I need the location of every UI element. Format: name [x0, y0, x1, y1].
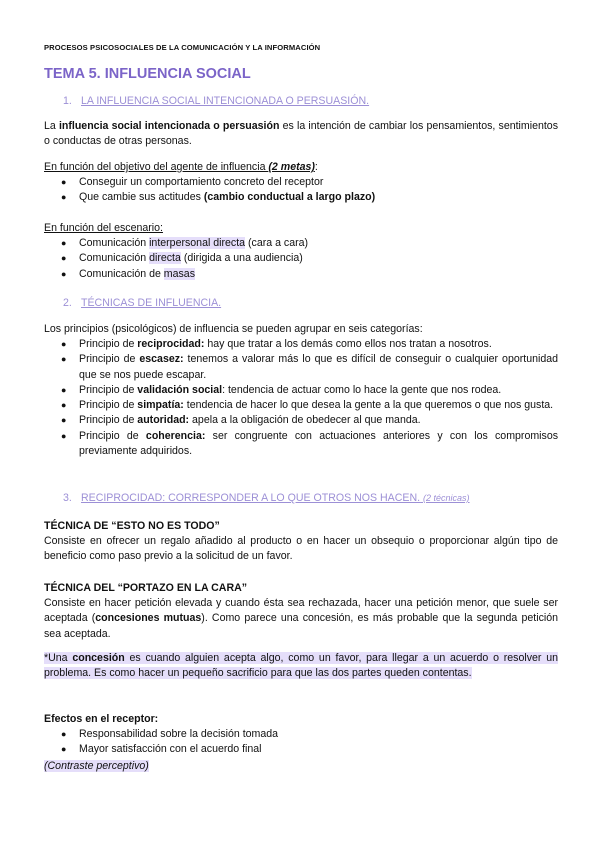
list-text: Responsabilidad sobre la decisión tomada — [79, 728, 279, 740]
text-run: es la intención de cambiar los pensamientos, sentimientos o conductas de otras personas. — [44, 120, 558, 148]
list-text: Principio de — [79, 338, 138, 350]
text-run: es cuando alguien acepta algo, como un favor, para llegar a un acuerdo o resolver un problema. Es como hacer un pequeño sacrificio para que las dos partes queden contentas. — [44, 652, 558, 680]
effects-list — [44, 727, 558, 758]
list-item: ● Principio de coherencia: ser congruente con actuaciones anteriores y con los compromisos previamente adquiridos. — [61, 429, 559, 458]
list-item: ● Mayor satisfacción con el acuerdo final — [61, 743, 262, 756]
concession-note — [44, 651, 558, 682]
technique-1-title: TÉCNICA DE “ESTO NO ES TODO” — [44, 520, 220, 532]
principles-intro: Los principios (psicológicos) de influencia se pueden agrupar en seis categorías: — [44, 323, 423, 335]
section-number: 3. — [63, 492, 72, 504]
list-text: hay que tratar a los demás como ellos nos tratan a nosotros. — [204, 338, 492, 350]
list-bold: validación social — [137, 383, 223, 396]
list-item: ● Responsabilidad sobre la decisión tomada — [61, 728, 279, 740]
list-text: Principio de — [79, 429, 146, 442]
paragraph-definition — [44, 119, 558, 150]
highlight: interpersonal directa — [149, 237, 246, 249]
list-bold: simpatía: — [137, 399, 184, 412]
scenario-heading: En función del escenario: — [44, 222, 163, 234]
list-text: Principio de — [79, 383, 138, 396]
list-text: Que cambie sus actitudes — [79, 191, 204, 204]
text-run: *Una — [44, 652, 73, 664]
list-text: tenemos a valorar más lo que es difícil de conseguir o cualquier oportunidad que se nos puede escapar. — [79, 353, 559, 381]
list-item: ● Comunicación directa (dirigida a una audiencia) — [61, 252, 303, 265]
section-1-heading — [63, 95, 369, 107]
list-text: Comunicación de — [79, 267, 164, 280]
section-note: (2 técnicas) — [423, 493, 470, 503]
section-number: 2. — [63, 297, 72, 309]
technique-2-text — [44, 596, 558, 642]
section-label: TÉCNICAS DE INFLUENCIA. — [81, 297, 222, 309]
list-item: ● Principio de escasez: tenemos a valorar más lo que es difícil de conseguir o cualquier oportunidad que se nos puede escapar. — [61, 353, 559, 381]
effects-title: Efectos en el receptor: — [44, 713, 159, 725]
emphasis: (2 metas) — [268, 161, 315, 173]
effects-tail — [44, 759, 558, 774]
text-run: : — [314, 161, 318, 173]
list-text: (dirigida a una audiencia) — [180, 252, 303, 265]
list-text: Principio de — [79, 353, 140, 366]
highlight: masas — [163, 267, 195, 280]
text-run: ). Como parece una concesión, es más probable que la segunda petición sea aceptada. — [44, 612, 558, 640]
list-text: : tendencia de actuar como lo hace la gente que nos rodea. — [222, 383, 502, 396]
list-text: Principio de — [79, 414, 138, 427]
section-number: 1. — [63, 95, 72, 107]
objective-heading — [44, 160, 558, 175]
list-text: apela a la obligación de obedecer al que manda. — [189, 414, 421, 427]
technique-2-title: TÉCNICA DEL “PORTAZO EN LA CARA” — [44, 582, 248, 594]
text-run: En función del objetivo del agente de influencia — [44, 161, 269, 173]
list-bold: escasez: — [139, 353, 184, 366]
list-item: ● Que cambie sus actitudes (cambio conductual a largo plazo) — [61, 191, 376, 204]
technique-1-text: Consiste en ofrecer un regalo añadido al producto o en hacer un obsequio o proporcionar algún tipo de beneficio como paso previo a la solicitud de un favor. — [44, 535, 558, 563]
principles-list — [44, 337, 558, 459]
bold-term: influencia social intencionada o persuasión — [58, 120, 280, 132]
objective-list — [44, 175, 558, 206]
list-item: ● Principio de validación social: tendencia de actuar como lo hace la gente que nos rodea. — [61, 383, 502, 396]
bold-term: concesión — [72, 652, 125, 664]
list-item: ● Principio de simpatía: tendencia de hacer lo que desea la gente a la que queremos o que nos gusta. — [61, 399, 554, 412]
scenario-list — [44, 236, 558, 282]
section-label: RECIPROCIDAD: CORRESPONDER A LO QUE OTROS NOS HACEN. — [81, 492, 421, 504]
highlight: (Contraste perceptivo) — [44, 760, 149, 772]
list-text: Conseguir un comportamiento concreto del receptor — [79, 176, 324, 188]
list-text: Comunicación — [79, 252, 150, 265]
section-3-heading — [63, 492, 470, 504]
section-label: LA INFLUENCIA SOCIAL INTENCIONADA O PERSUASIÓN. — [81, 95, 370, 107]
highlight: directa — [149, 252, 181, 265]
section-2-heading — [63, 297, 221, 309]
list-text: (cara a cara) — [245, 237, 309, 249]
list-item: ● Comunicación de masas — [61, 267, 195, 280]
list-bold: (cambio conductual a largo plazo) — [203, 191, 376, 204]
list-text: Comunicación — [79, 237, 150, 249]
list-text: Principio de — [79, 399, 138, 412]
list-item: ● Comunicación interpersonal directa (cara a cara) — [61, 237, 309, 249]
bold-term: concesiones mutuas — [95, 612, 202, 625]
list-bold: autoridad: — [137, 414, 190, 427]
list-bold: reciprocidad: — [137, 338, 205, 350]
text-run: La — [44, 120, 59, 132]
running-header: PROCESOS PSICOSOCIALES DE LA COMUNICACIÓN Y LA INFORMACIÓN — [44, 43, 321, 52]
list-item: ● Principio de autoridad: apela a la obligación de obedecer al que manda. — [61, 414, 421, 427]
list-text: ser congruente con actuaciones anteriores y con los compromisos previamente adquiridos. — [79, 429, 559, 458]
page-title: TEMA 5. INFLUENCIA SOCIAL — [44, 66, 251, 82]
list-text: tendencia de hacer lo que desea la gente a la que queremos o que nos gusta. — [183, 399, 554, 412]
text-run: Consiste en hacer petición elevada y cuando ésta sea rechazada, hacer una petición menor, que suele ser aceptada ( — [44, 597, 558, 625]
list-item: ● Principio de reciprocidad: hay que tratar a los demás como ellos nos tratan a nosotros. — [61, 338, 492, 350]
list-text: Mayor satisfacción con el acuerdo final — [79, 743, 262, 756]
list-item: ● Conseguir un comportamiento concreto del receptor — [61, 176, 324, 188]
list-bold: coherencia: — [145, 429, 206, 442]
